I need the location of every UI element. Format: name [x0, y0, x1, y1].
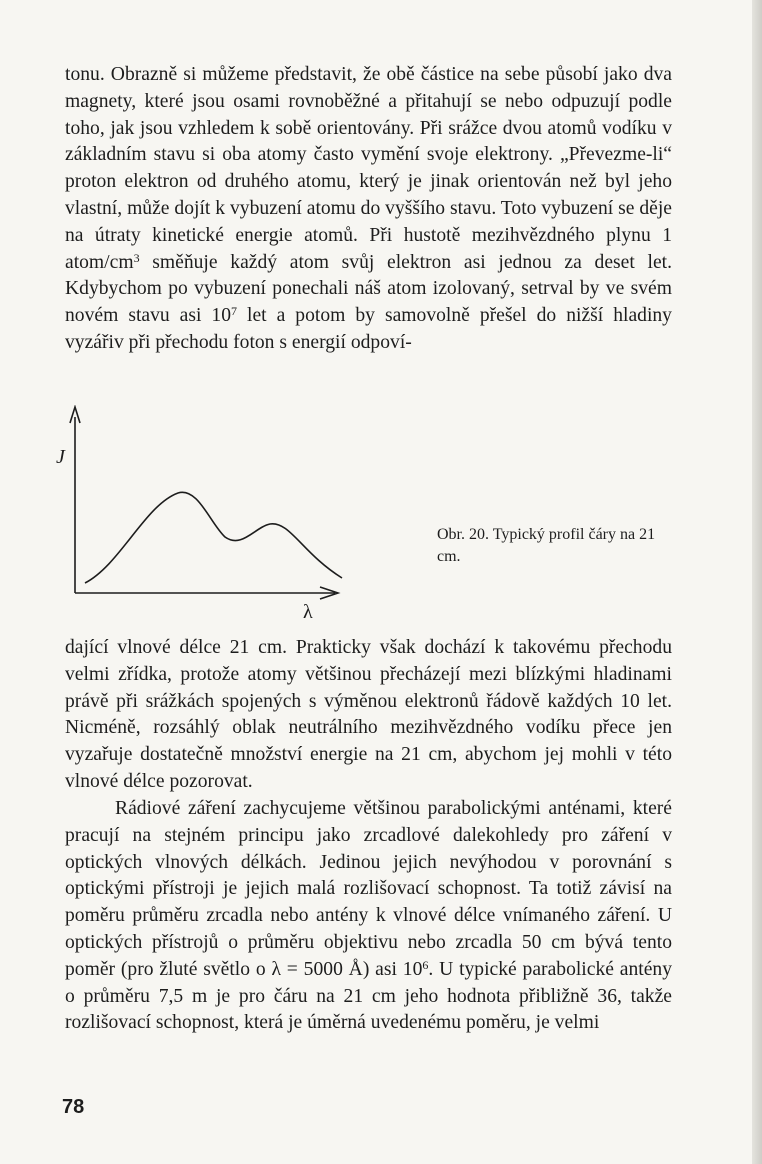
page-number: 78	[62, 1096, 85, 1118]
x-axis-label: λ	[303, 601, 313, 623]
page-edge-shadow	[752, 0, 762, 1164]
paragraph-2: dající vlnové délce 21 cm. Prakticky však dochází k takovému přechodu velmi zřídka, protože atomy většinou přecházejí mezi blízkými hladinami právě při srážkách spojených s výměnou elektronů řádově každých 10 let. Nicméně, rozsáhlý oblak neutrálního mezihvězdného vodíku přece jen vyzařuje dostatečně množství energie na 21 cm, abychom jej mohli v této vlnové délce pozorovat.	[65, 637, 672, 792]
figure-caption: Obr. 20. Typický profil čáry na 21 cm.	[437, 526, 656, 565]
line-profile-figure	[50, 405, 670, 625]
paragraph-3: Rádiové záření zachycujeme většinou parabolickými anténami, které pracují na stejném principu jako zrcadlové dalekohledy pro záření v optických vlnových délkách. Jedinou jejich nevýhodou v porovnání s optickými přístroji je jejich malá rozlišovací schopnost. Ta totiž závisí na poměru průměru zrcadla nebo antény k vlnové délce vnímaného záření. U optických přístrojů o průměru objektivu nebo zrcadla 50 cm bývá tento poměr (pro žluté světlo o λ = 5000 Å) asi $10^6$. U typické parabolické antény o průměru 7,5 m je pro čáru na 21 cm jeho hodnota přibližně 36, takže rozlišovací schopnost, která je úměrná uvedenému poměru, je velmi	[65, 798, 672, 1034]
profile-curve	[85, 492, 342, 583]
paragraph-1: tonu. Obrazně si můžeme představit, že obě částice na sebe působí jako dva magnety, které jsou osami rovnoběžné a přitahují se nebo odpuzují podle toho, jak jsou vzhledem k sobě orientovány. Při srážce dvou atomů vodíku v základním stavu si oba atomy často vymění svoje elektrony. „Převezme-li“ proton elektron od druhého atomu, který je jinak orientován než byl jeho vlastní, může dojít k vybuzení atomu do vyššího stavu. Toto vybuzení se děje na útraty kinetické energie atomů. Při hustotě mezihvězdného plynu 1 atom/$cm^3$ směňuje každý atom svůj elektron asi jednou za deset let. Kdybychom po vybuzení ponechali náš atom izolovaný, setrval by ve svém novém stavu asi $10^7$ let a potom by samovolně přešel do nižší hladiny vyzářiv při přechodu foton s energií odpoví-	[65, 64, 672, 353]
y-axis-label: J	[56, 446, 65, 468]
